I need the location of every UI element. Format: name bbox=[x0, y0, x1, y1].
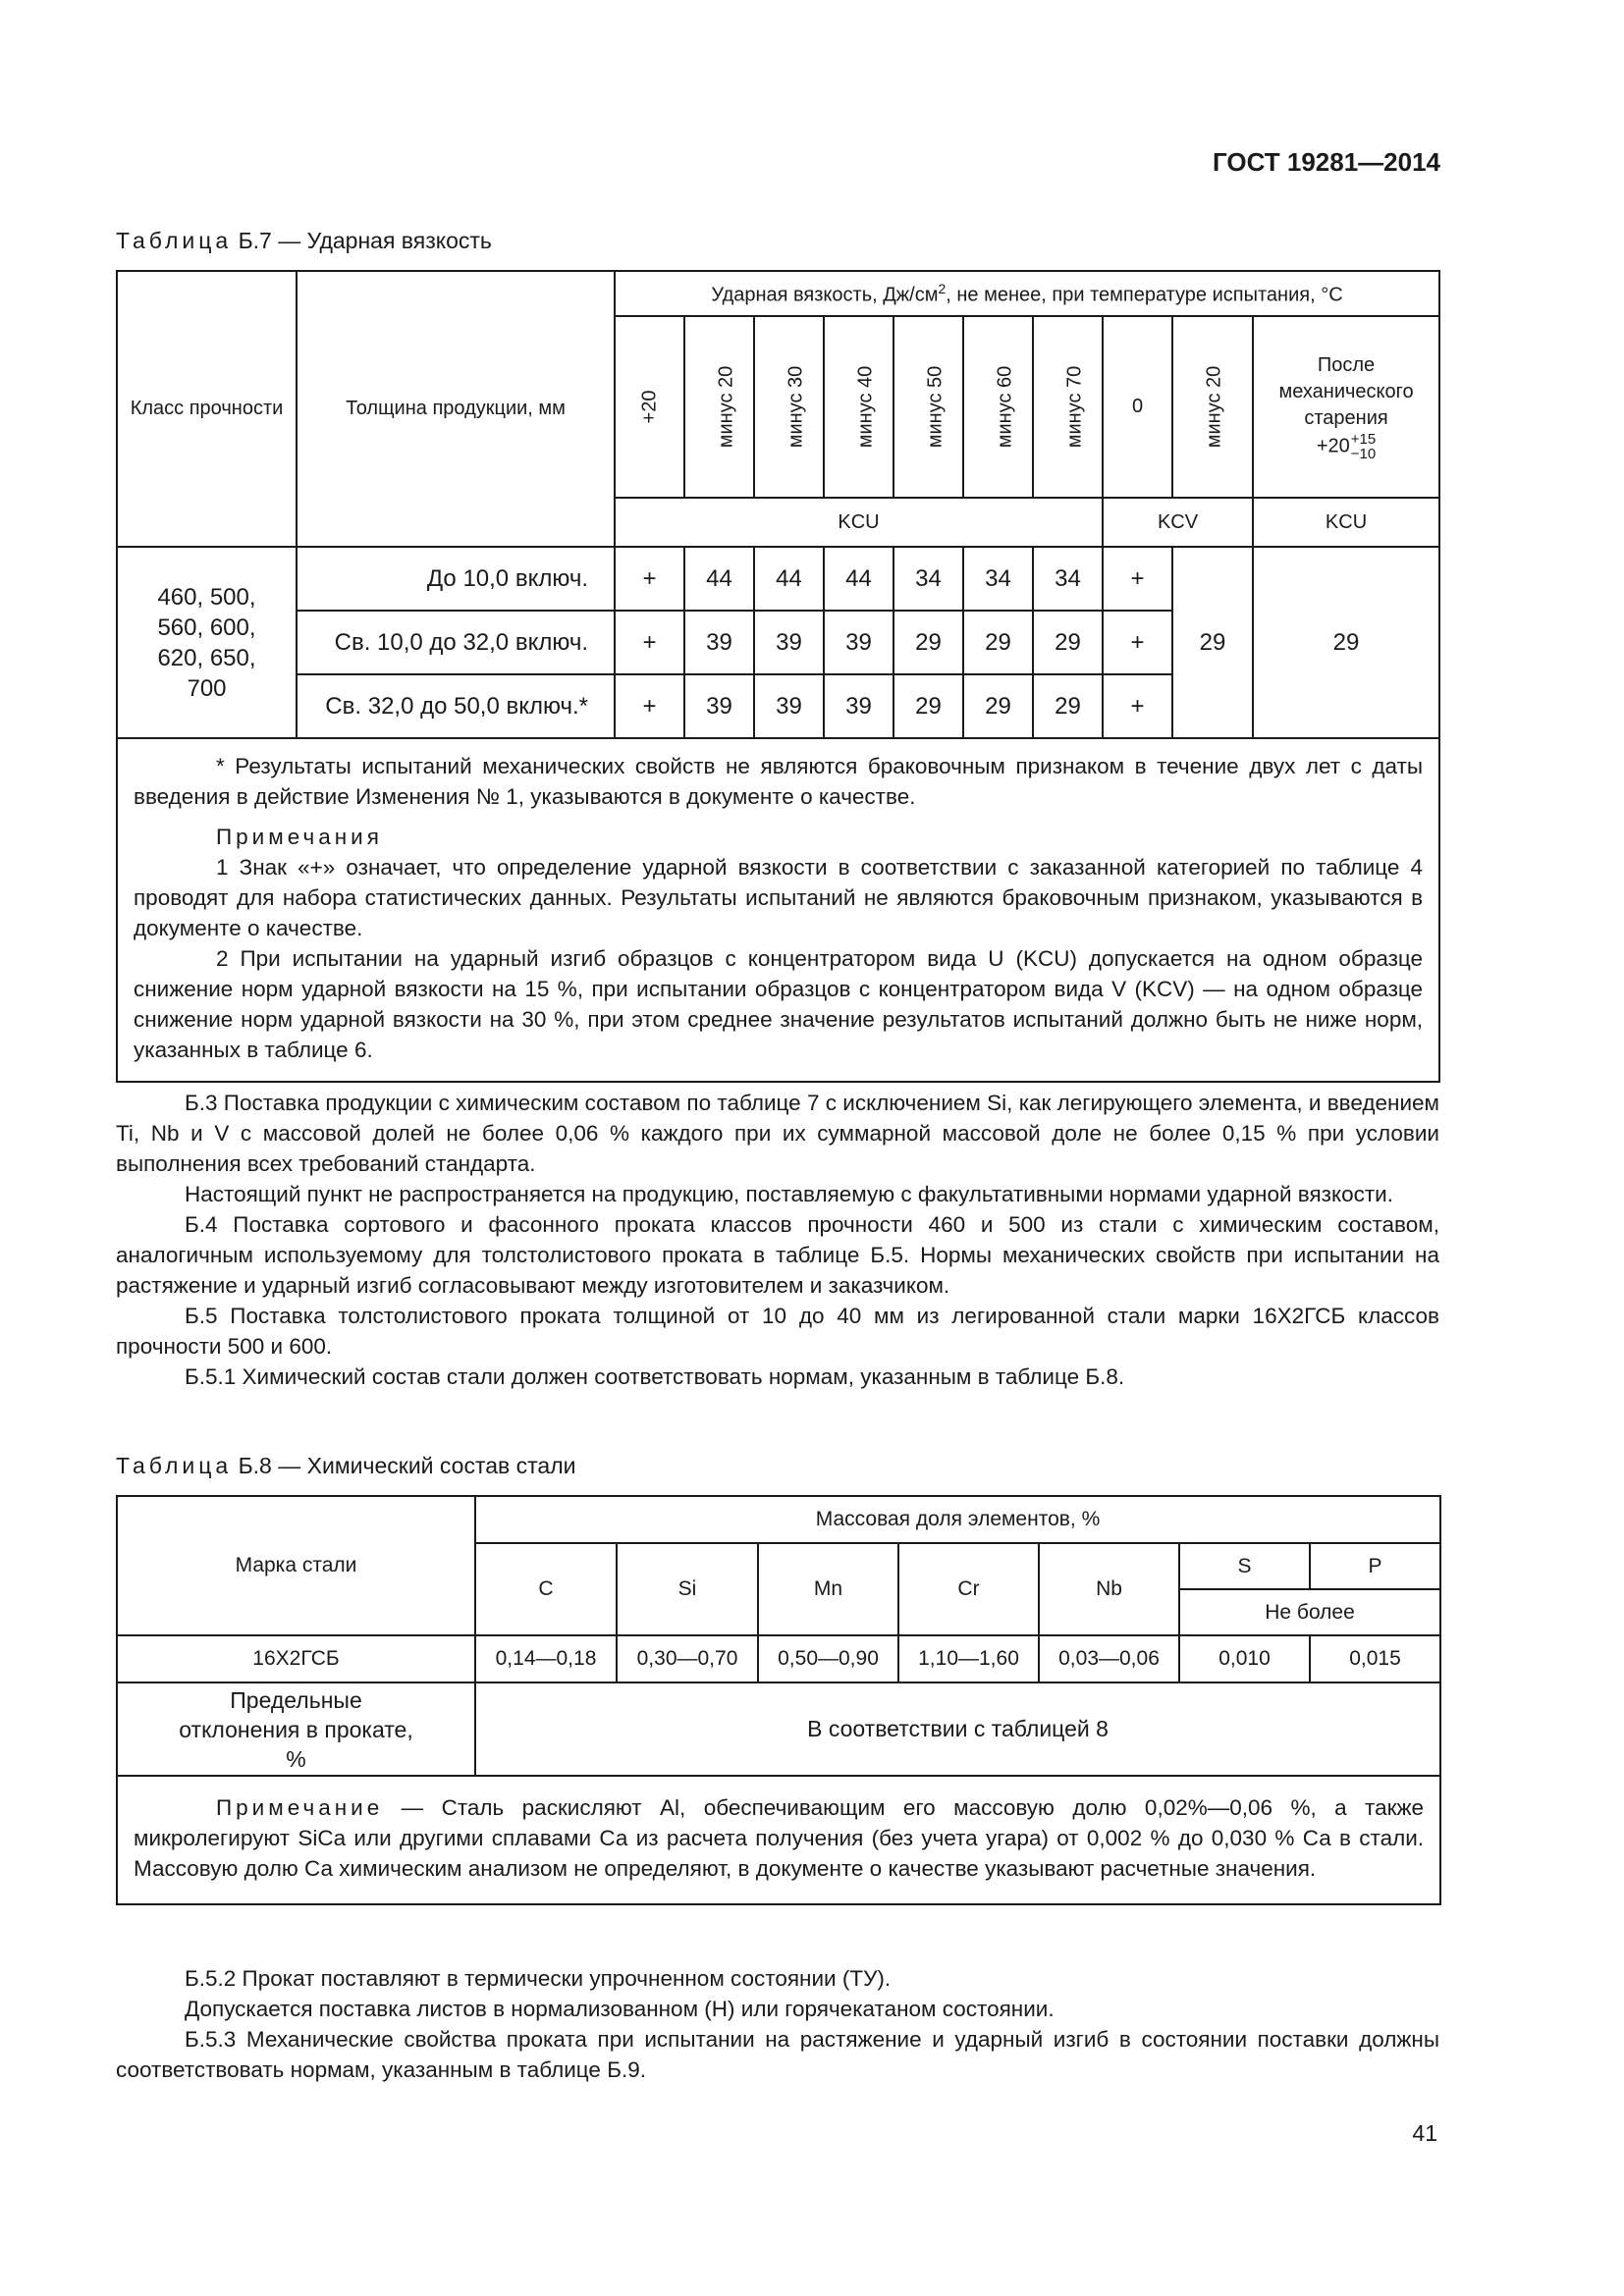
element-header: Nb bbox=[1039, 1543, 1179, 1635]
value-cell: + bbox=[615, 611, 684, 674]
value-cell: 39 bbox=[824, 674, 893, 738]
table2-note bbox=[117, 1776, 1440, 1904]
value-cell: 1,10—1,60 bbox=[898, 1635, 1039, 1682]
paragraph: Б.3 Поставка продукции с химическим составом по таблице 7 с исключением Si, как легирующего элемента, и введением Ti, Nb и V с массовой долей не более 0,06 % каждого при их суммарной массовой доле не более 0,15 % при условии выполнения всех требований стандарта. bbox=[116, 1091, 1439, 1176]
paragraph: Б.5.2 Прокат поставляют в термически упрочненном состоянии (ТУ). bbox=[185, 1966, 892, 1991]
standard-number: ГОСТ 19281—2014 bbox=[1213, 147, 1440, 177]
grade-header: Марка стали bbox=[117, 1496, 475, 1635]
body-section-b3-b5 bbox=[116, 1088, 1439, 1392]
temp-header: минус 40 bbox=[824, 316, 893, 498]
table2-caption: Таблица Б.8 — Химический состав стали bbox=[116, 1453, 576, 1478]
value-cell: 29 bbox=[963, 674, 1033, 738]
footnote: * Результаты испытаний механических свойств не являются браковочным признаком в течение двух лет с даты введения в действие Изменения № 1, указываются в документе о качестве. bbox=[134, 754, 1424, 809]
value-cell: 29 bbox=[893, 611, 963, 674]
value-cell: 0,30—0,70 bbox=[617, 1635, 758, 1682]
kcu-label: KCU bbox=[615, 498, 1103, 547]
value-cell: 39 bbox=[824, 611, 893, 674]
value-cell: + bbox=[1103, 547, 1172, 611]
impact-group-header: Ударная вязкость, $Дж/см^2$, не менее, при температуре испытания, °С bbox=[615, 271, 1439, 316]
value-cell: + bbox=[1103, 611, 1172, 674]
class-header: Класс прочности bbox=[117, 271, 297, 547]
value-cell: 29 bbox=[1033, 674, 1103, 738]
element-header: Si bbox=[617, 1543, 758, 1635]
value-cell: 0,015 bbox=[1310, 1635, 1440, 1682]
value-cell: 34 bbox=[1033, 547, 1103, 611]
value-cell: 44 bbox=[754, 547, 824, 611]
table1-notes bbox=[117, 738, 1439, 1082]
temp-header: минус 60 bbox=[963, 316, 1033, 498]
value-cell: 34 bbox=[893, 547, 963, 611]
value-cell: + bbox=[615, 547, 684, 611]
thickness-header: Толщина продукции, мм bbox=[297, 271, 615, 547]
paragraph: Б.5.3 Механические свойства проката при испытании на растяжение и ударный изгиб в состоянии поставки должны соответствовать нормам, указанным в таблице Б.9. bbox=[116, 2027, 1439, 2082]
value-cell: 29 bbox=[963, 611, 1033, 674]
note-1: 1 Знак «+» означает, что определение ударной вязкости в соответствии с заказанной категорией по таблице 4 проводят для набора статистических данных. Результаты испытаний не являются браковочным признаком, указываются в документе о качестве. bbox=[134, 855, 1424, 940]
value-cell: 0,14—0,18 bbox=[475, 1635, 617, 1682]
temp-header: минус 20 bbox=[684, 316, 754, 498]
not-more-label: Не более bbox=[1179, 1589, 1440, 1635]
value-cell: 29 bbox=[893, 674, 963, 738]
kcu-aging-label: KCU bbox=[1253, 498, 1439, 547]
temp-header: минус 70 bbox=[1033, 316, 1103, 498]
paragraph: Б.5.1 Химический состав стали должен соответствовать нормам, указанным в таблице Б.8. bbox=[185, 1364, 1125, 1389]
note-2: 2 При испытании на ударный изгиб образцов с концентратором вида U (KCU) допускается на одном образце снижение норм ударной вязкости на 15 %, при испытании образцов с концентратором вида V (KCV) — на одном образце снижение норм ударной вязкости на 30 %, при этом среднее значение результатов испытаний должно быть не ниже норм, указанных в таблице 6. bbox=[134, 946, 1424, 1062]
paragraph: Допускается поставка листов в нормализованном (Н) или горячекатаном состоянии. bbox=[185, 1997, 1055, 2021]
temp-header: минус 50 bbox=[893, 316, 963, 498]
page-number: 41 bbox=[1412, 2120, 1437, 2146]
element-header: Mn bbox=[758, 1543, 898, 1635]
thickness-cell: Св. 32,0 до 50,0 включ.* bbox=[297, 674, 615, 738]
value-cell: 34 bbox=[963, 547, 1033, 611]
note-text: — Сталь раскисляют Al, обеспечивающим его массовую долю 0,02%—0,06 %, а также микролегируют SiCa или другими сплавами Са из расчета получения (без учета угара) от 0,002 % до 0,030 % Са в стали. Массовую долю Са химическим анализом не определяют, в документе о качестве указывают расчетные значения. bbox=[134, 1795, 1425, 1881]
value-cell: 44 bbox=[684, 547, 754, 611]
aging-header: После механического старения +20 +15 −10 bbox=[1253, 316, 1439, 498]
element-header: C bbox=[475, 1543, 617, 1635]
deviation-label: Предельные отклонения в прокате, % bbox=[117, 1682, 475, 1776]
strength-class-values: 460, 500, 560, 600, 620, 650, 700 bbox=[117, 547, 297, 738]
impact-toughness-table bbox=[116, 270, 1440, 1083]
value-cell: + bbox=[615, 674, 684, 738]
element-header: P bbox=[1310, 1543, 1440, 1589]
temp-header: минус 20 bbox=[1172, 316, 1253, 498]
value-cell: 39 bbox=[754, 611, 824, 674]
element-header: Cr bbox=[898, 1543, 1039, 1635]
thickness-cell: Св. 10,0 до 32,0 включ. bbox=[297, 611, 615, 674]
value-cell: + bbox=[1103, 674, 1172, 738]
value-cell: 44 bbox=[824, 547, 893, 611]
aging-value: 29 bbox=[1253, 547, 1439, 738]
notes-title: Примечания bbox=[216, 825, 383, 849]
mass-fraction-header: Массовая доля элементов, % bbox=[475, 1496, 1440, 1543]
thickness-cell: До 10,0 включ. bbox=[297, 547, 615, 611]
deviation-value: В соответствии с таблицей 8 bbox=[475, 1682, 1440, 1776]
paragraph: Б.5 Поставка толстолистового проката толщиной от 10 до 40 мм из легированной стали марки 16Х2ГСБ классов прочности 500 и 600. bbox=[116, 1304, 1439, 1359]
table1-caption: Таблица Б.7 — Ударная вязкость bbox=[116, 228, 492, 253]
temp-header: +20 bbox=[615, 316, 684, 498]
temp-header: минус 30 bbox=[754, 316, 824, 498]
value-cell: 29 bbox=[1033, 611, 1103, 674]
value-cell: 0,50—0,90 bbox=[758, 1635, 898, 1682]
element-header: S bbox=[1179, 1543, 1310, 1589]
value-cell: 39 bbox=[754, 674, 824, 738]
temp-header: 0 bbox=[1103, 316, 1172, 498]
chemical-composition-table bbox=[116, 1495, 1441, 1905]
value-cell: 39 bbox=[684, 674, 754, 738]
grade-cell: 16Х2ГСБ bbox=[117, 1635, 475, 1682]
paragraph: Настоящий пункт не распространяется на продукцию, поставляемую с факультативными нормами ударной вязкости. bbox=[185, 1182, 1393, 1206]
body-section-b52-b53 bbox=[116, 1963, 1439, 2085]
note-title: Примечание bbox=[216, 1795, 384, 1820]
value-cell: 0,010 bbox=[1179, 1635, 1310, 1682]
value-cell: 0,03—0,06 bbox=[1039, 1635, 1179, 1682]
kcv-label: KCV bbox=[1103, 498, 1253, 547]
paragraph: Б.4 Поставка сортового и фасонного проката классов прочности 460 и 500 из стали с химическим составом, аналогичным используемому для толстолистового проката в таблице Б.5. Нормы механических свойств при испытании на растяжение и ударный изгиб согласовывают между изготовителем и заказчиком. bbox=[116, 1212, 1439, 1298]
kcv-minus20-value: 29 bbox=[1172, 547, 1253, 738]
value-cell: 39 bbox=[684, 611, 754, 674]
